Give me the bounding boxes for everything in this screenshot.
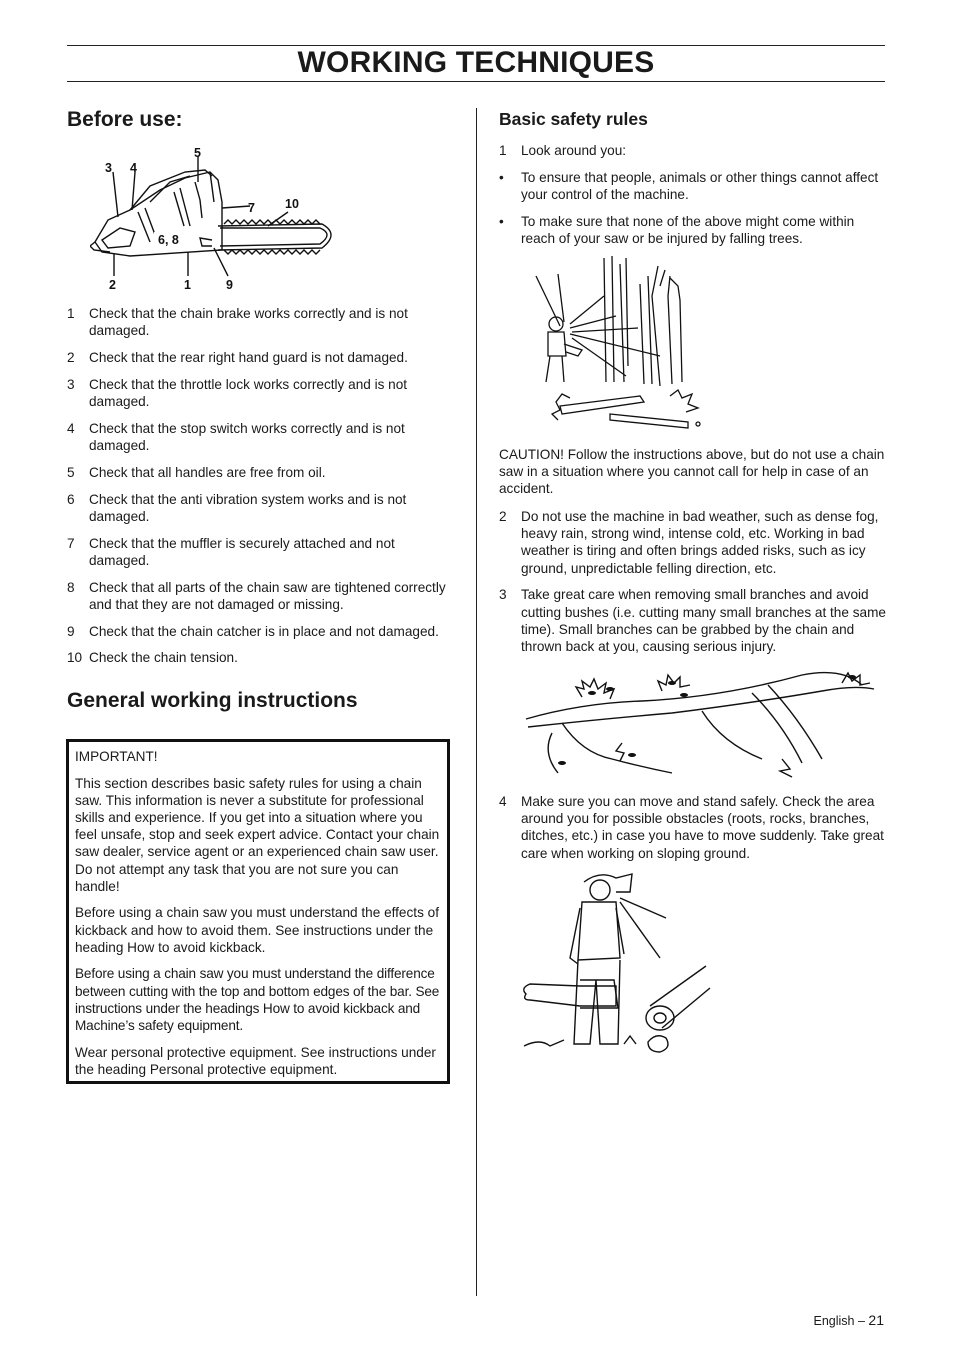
important-para: Before using a chain saw you must understand the difference between cutting with the top and bottom edges of the bar. See instructions under the headings How to avoid kickback and Machine’s safety equipment. bbox=[75, 966, 440, 1034]
list-item: 9 Check that the chain catcher is in place and not damaged. bbox=[67, 623, 439, 639]
worker-illustration bbox=[520, 868, 720, 1056]
page-number: 21 bbox=[868, 1312, 884, 1328]
footer-language: English bbox=[813, 1314, 855, 1328]
list-item: 2 Do not use the machine in bad weather, such as dense fog, heavy rain, strong wind, intense cold, etc. Working in bad weather is tiring and often brings added risks, such as icy ground, unpredictable felling direction, etc. bbox=[499, 509, 879, 576]
basic-rules-list-3 bbox=[499, 793, 887, 871]
diagram-label-3: 3 bbox=[105, 161, 112, 175]
list-item: • To make sure that none of the above might come within reach of your saw or be injured by falling trees. bbox=[499, 213, 855, 246]
diagram-label-6-8: 6, 8 bbox=[158, 233, 179, 247]
diagram-label-7: 7 bbox=[248, 201, 255, 215]
important-box bbox=[66, 739, 450, 1084]
diagram-label-10: 10 bbox=[285, 197, 299, 211]
list-item: 4 Check that the stop switch works correctly and is not damaged. bbox=[67, 420, 405, 453]
basic-rules-list-1 bbox=[499, 142, 887, 257]
list-item: 2 Check that the rear right hand guard is not damaged. bbox=[67, 350, 408, 365]
list-item: 6 Check that the anti vibration system works and is not damaged. bbox=[67, 491, 407, 524]
forest-illustration bbox=[520, 256, 720, 436]
header-rule-bottom bbox=[67, 81, 885, 82]
page-title: WORKING TECHNIQUES bbox=[297, 46, 655, 79]
diagram-label-2: 2 bbox=[109, 278, 116, 292]
before-use-heading: Before use: bbox=[67, 108, 183, 131]
important-para: Wear personal protective equipment. See instructions under the heading Personal protective equipment. bbox=[75, 1044, 436, 1077]
branches-illustration bbox=[522, 663, 882, 781]
list-item: 1 Check that the chain brake works correctly and is not damaged. bbox=[67, 306, 408, 339]
list-item: 5 Check that all handles are free from oil. bbox=[67, 464, 326, 480]
list-item: 4 Make sure you can move and stand safely. Check the area around you for possible obstacles (roots, rocks, branches, ditches, etc.) in case you have to move suddenly. Take great care when working on sloping ground. bbox=[499, 794, 884, 861]
diagram-label-9: 9 bbox=[226, 278, 233, 292]
basic-safety-heading: Basic safety rules bbox=[499, 109, 648, 129]
caution-text: CAUTION! Follow the instructions above, but do not use a chain saw in a situation where you cannot call for help in case of an accident. bbox=[499, 447, 885, 497]
basic-rules-list-2 bbox=[499, 508, 887, 665]
list-item: 3 Take great care when removing small branches and avoid cutting bushes (i.e. cutting many small branches at the same time). Small branches can be grabbed by the chain and thrown back at you, causing serious injury. bbox=[499, 587, 886, 655]
list-item: • To ensure that people, animals or other things cannot affect your control of the machine. bbox=[499, 169, 879, 202]
before-use-list bbox=[67, 305, 459, 676]
important-para: This section describes basic safety rules for using a chain saw. This information is never a substitute for professional skills and experience. If you get into a situation where you feel unsafe, stop and seek expert advice. Contact your chain saw dealer, service agent or an experienced chain saw user. Do not attempt any task that you are not sure you can handle! bbox=[75, 775, 440, 894]
page-footer bbox=[814, 1312, 885, 1328]
list-item: 10 Check the chain tension. bbox=[67, 650, 238, 666]
list-item: 7 Check that the muffler is securely attached and not damaged. bbox=[67, 535, 395, 568]
list-item: 8 Check that all parts of the chain saw are tightened correctly and that they are not damaged or missing. bbox=[67, 579, 446, 612]
diagram-label-1: 1 bbox=[184, 278, 191, 292]
diagram-label-5: 5 bbox=[194, 146, 201, 160]
general-instructions-heading: General working instructions bbox=[67, 689, 358, 712]
list-item: 3 Check that the throttle lock works correctly and is not damaged. bbox=[67, 376, 408, 409]
important-label: IMPORTANT! bbox=[75, 749, 158, 764]
column-divider bbox=[476, 108, 477, 1296]
important-para: Before using a chain saw you must understand the effects of kickback and how to avoid them. See instructions under the heading How to avoid kickback. bbox=[75, 905, 439, 955]
footer-dash: – bbox=[857, 1314, 865, 1328]
list-item: 1 Look around you: bbox=[499, 143, 627, 158]
chainsaw-diagram bbox=[90, 142, 340, 294]
diagram-label-4: 4 bbox=[130, 161, 137, 175]
